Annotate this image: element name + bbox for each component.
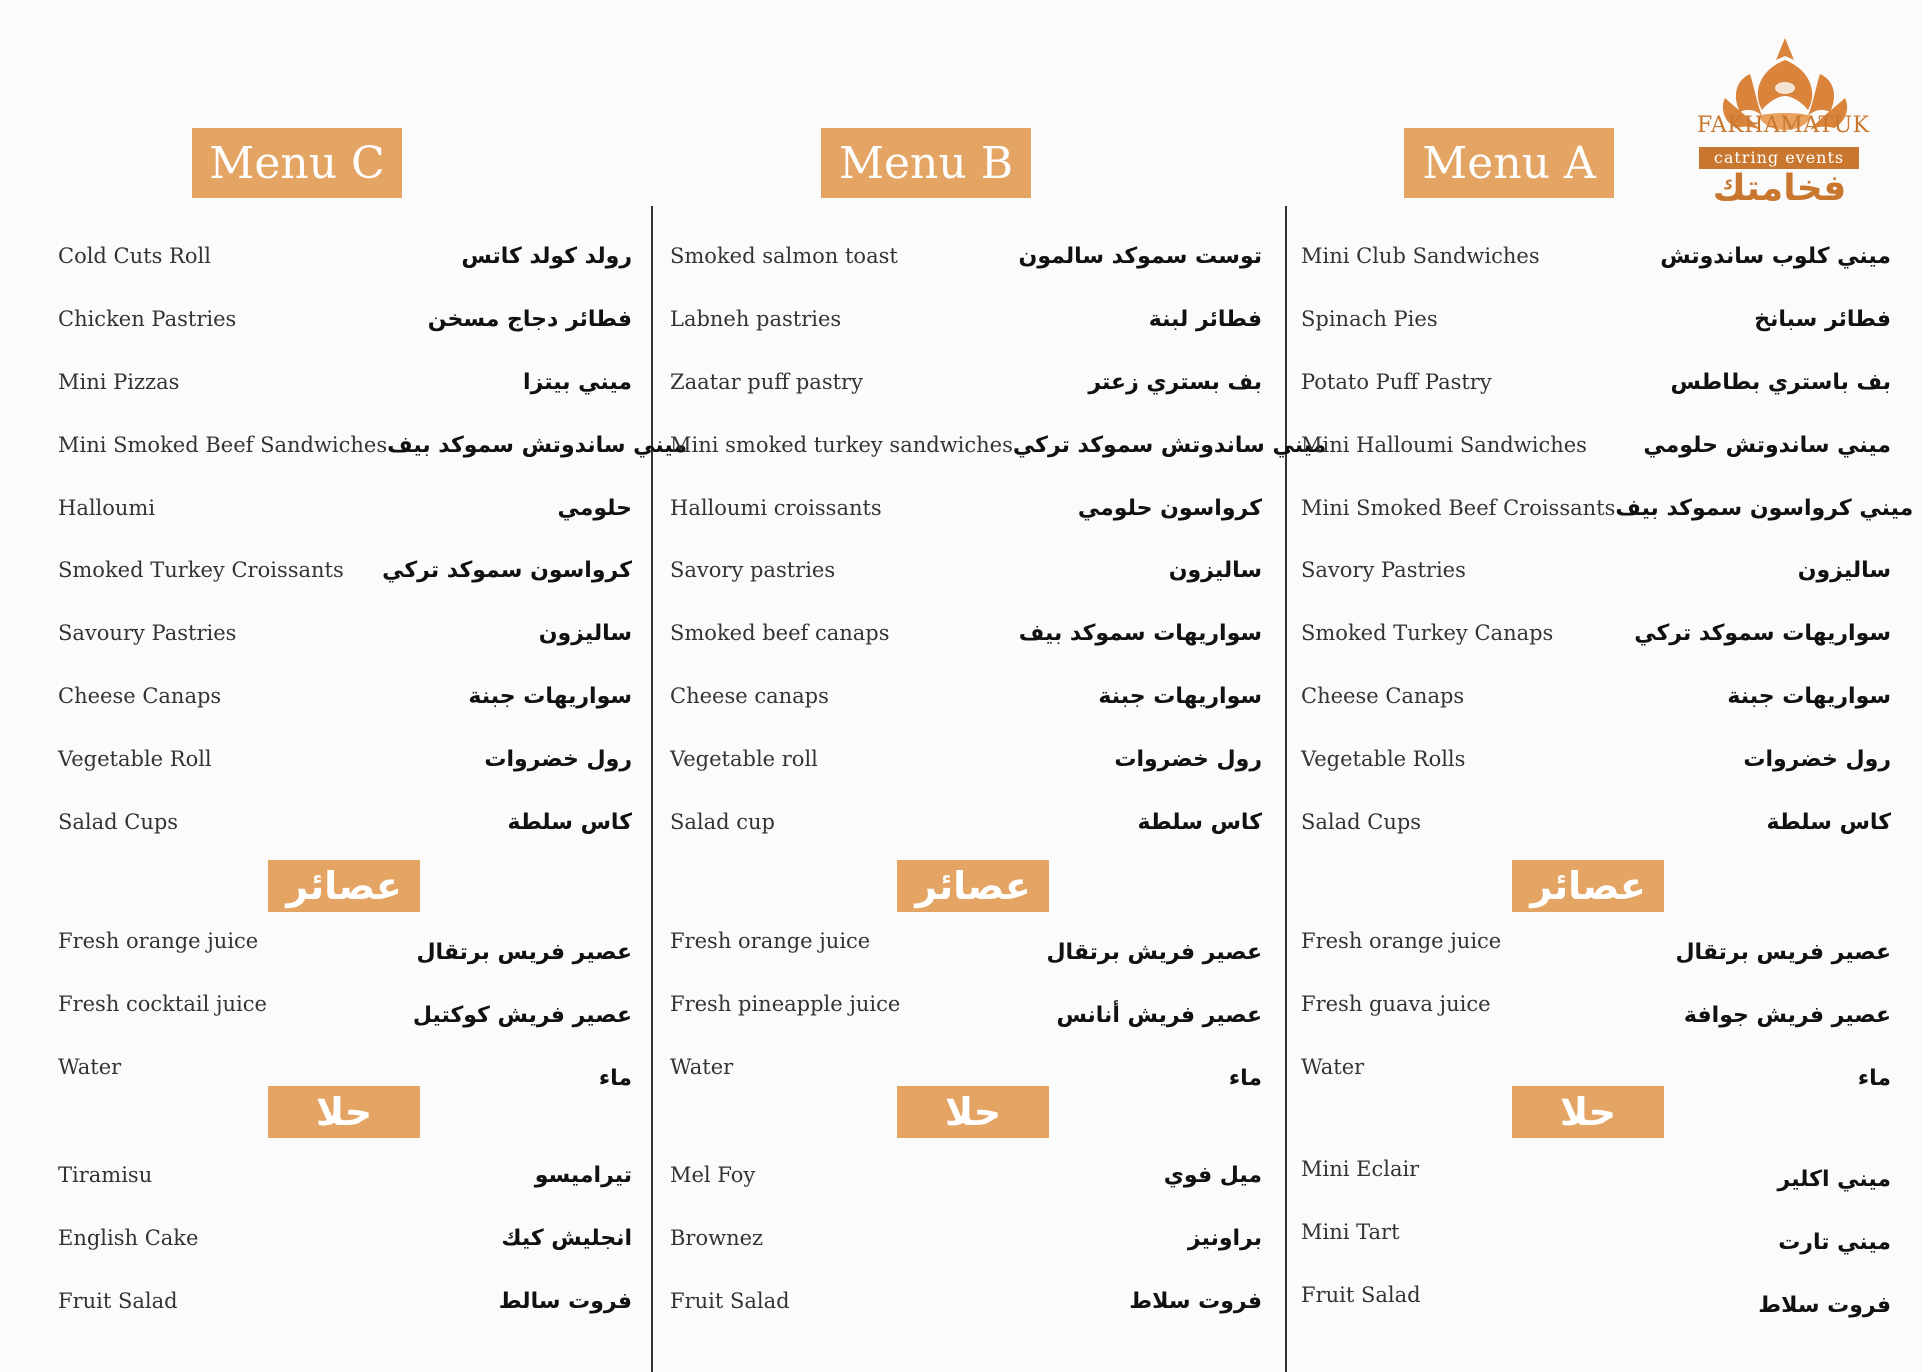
item-name-arabic: فروت سالط	[498, 1288, 632, 1314]
menu-a-items-row	[1301, 425, 1891, 465]
menu-c-items-row	[58, 488, 632, 528]
item-name-arabic: ساليزون	[538, 620, 632, 646]
item-name-english: Savoury Pastries	[58, 621, 237, 645]
menu-a-items-row	[1301, 802, 1891, 842]
item-name-english: Cold Cuts Roll	[58, 244, 211, 268]
item-name-arabic: سواريهات سموكد بيف	[1018, 620, 1262, 646]
menu-b-desserts-heading: حلا	[897, 1086, 1049, 1138]
item-name-english: Salad Cups	[58, 810, 179, 834]
item-name-english: Mini Pizzas	[58, 370, 180, 394]
item-name-arabic: تيراميسو	[534, 1162, 632, 1188]
item-name-arabic: بف بستري زعتر	[1088, 369, 1262, 395]
item-name-arabic: عصير فريش جوافة	[1683, 1002, 1891, 1028]
menu-a-desserts-row	[1301, 1212, 1891, 1255]
item-name-arabic: كرواسون سموكد تركي	[382, 557, 632, 583]
item-name-english: Water	[1301, 1055, 1365, 1079]
item-name-english: Potato Puff Pastry	[1301, 370, 1492, 394]
item-name-english: Brownez	[670, 1226, 764, 1250]
menu-c-juices-row	[58, 921, 632, 965]
item-name-english: Water	[670, 1055, 734, 1079]
menu-b-items-row	[670, 550, 1262, 590]
menu-b-desserts-row	[670, 1281, 1262, 1321]
item-name-english: Fruit Salad	[1301, 1283, 1421, 1307]
menu-c-juices-row	[58, 984, 632, 1028]
item-name-english: Savory pastries	[670, 558, 836, 582]
menu-c-desserts-row	[58, 1218, 632, 1258]
item-name-arabic: سواريهات جبنة	[1098, 683, 1262, 709]
item-name-arabic: رول خضروات	[1114, 746, 1262, 772]
item-name-english: Mini Halloumi Sandwiches	[1301, 433, 1587, 457]
item-name-english: Fresh guava juice	[1301, 992, 1491, 1016]
item-name-arabic: سواريهات جبنة	[1727, 683, 1891, 709]
item-name-english: Mini Smoked Beef Sandwiches	[58, 433, 388, 457]
menu-a-juices-heading: عصائر	[1512, 860, 1664, 912]
item-name-english: Fresh pineapple juice	[670, 992, 901, 1016]
item-name-arabic: ميني ساندوتش سموكد تركي	[1012, 432, 1327, 458]
menu-b-items-row	[670, 613, 1262, 653]
item-name-english: Spinach Pies	[1301, 307, 1438, 331]
item-name-arabic: ميل فوي	[1163, 1162, 1262, 1188]
menu-b-items-row	[670, 236, 1262, 276]
item-name-arabic: بف باستري بطاطس	[1670, 369, 1891, 395]
item-name-english: Smoked beef canaps	[670, 621, 890, 645]
item-name-english: Fresh orange juice	[58, 929, 259, 953]
item-name-english: Vegetable Roll	[58, 747, 212, 771]
item-name-arabic: فروت سلاط	[1129, 1288, 1262, 1314]
menu-a-items-row	[1301, 613, 1891, 653]
item-name-arabic: ساليزون	[1797, 557, 1891, 583]
item-name-english: Vegetable Rolls	[1301, 747, 1466, 771]
item-name-arabic: ميني تارت	[1778, 1229, 1891, 1255]
item-name-english: Tiramisu	[58, 1163, 153, 1187]
item-name-english: Halloumi croissants	[670, 496, 882, 520]
menu-c-desserts-row	[58, 1155, 632, 1195]
menu-c-desserts-row	[58, 1281, 632, 1321]
item-name-english: Mini Smoked Beef Croissants	[1301, 496, 1616, 520]
item-name-english: Chicken Pastries	[58, 307, 237, 331]
item-name-english: Mel Foy	[670, 1163, 756, 1187]
item-name-english: Fresh cocktail juice	[58, 992, 267, 1016]
item-name-english: Mini Eclair	[1301, 1157, 1420, 1181]
item-name-arabic: براونيز	[1187, 1225, 1262, 1251]
menu-a-column	[1287, 0, 1922, 1372]
item-name-arabic: رول خضروات	[484, 746, 632, 772]
brand-name: FAKHAMATUK	[1697, 113, 1870, 138]
menu-a-items-row	[1301, 299, 1891, 339]
item-name-arabic: رول خضروات	[1743, 746, 1891, 772]
menu-a-items-row	[1301, 550, 1891, 590]
item-name-arabic: سواريهات جبنة	[468, 683, 632, 709]
menu-b-column	[653, 0, 1327, 1372]
menu-b-desserts-row	[670, 1155, 1262, 1195]
item-name-arabic: كرواسون حلومي	[1077, 495, 1262, 521]
item-name-arabic: ميني اكلير	[1777, 1166, 1891, 1192]
item-name-english: Smoked salmon toast	[670, 244, 898, 268]
menu-a-items-row	[1301, 362, 1891, 402]
item-name-arabic: كاس سلطة	[1766, 809, 1891, 835]
item-name-english: Salad Cups	[1301, 810, 1422, 834]
item-name-arabic: عصير فريش كوكتيل	[412, 1002, 632, 1028]
item-name-arabic: فطائر سبانخ	[1754, 306, 1891, 332]
menu-b-title: Menu B	[821, 128, 1031, 198]
menu-c-items-row	[58, 613, 632, 653]
item-name-arabic: عصير فريش برتقال	[1046, 939, 1262, 965]
menu-c-items-row	[58, 362, 632, 402]
brand-name-arabic: فخامتك	[1712, 168, 1847, 209]
menu-b-juices-heading: عصائر	[897, 860, 1049, 912]
item-name-arabic: ميني بيتزا	[523, 369, 632, 395]
item-name-arabic: توست سموكد سالمون	[1018, 243, 1262, 269]
menu-c-juices-row	[58, 1047, 632, 1091]
menu-c-items-row	[58, 299, 632, 339]
item-name-english: Cheese canaps	[670, 684, 829, 708]
item-name-arabic: ماء	[1228, 1065, 1262, 1091]
item-name-arabic: ميني ساندوتش سموكد بيف	[387, 432, 687, 458]
menu-a-juices-row	[1301, 921, 1891, 965]
menu-a-juices-row	[1301, 984, 1891, 1028]
menu-c-items-row	[58, 802, 632, 842]
menu-b-items-row	[670, 362, 1262, 402]
item-name-english: Salad cup	[670, 810, 775, 834]
item-name-english: Zaatar puff pastry	[670, 370, 863, 394]
item-name-arabic: انجليش كيك	[501, 1225, 632, 1251]
menu-c-items-row	[58, 676, 632, 716]
item-name-english: Smoked Turkey Canaps	[1301, 621, 1554, 645]
item-name-arabic: كاس سلطة	[507, 809, 632, 835]
item-name-english: Mini Tart	[1301, 1220, 1400, 1244]
menu-a-items-row	[1301, 676, 1891, 716]
item-name-arabic: كاس سلطة	[1137, 809, 1262, 835]
menu-a-title: Menu A	[1404, 128, 1614, 198]
menu-a-items-row	[1301, 236, 1891, 276]
item-name-arabic: عصير فريس برتقال	[416, 939, 632, 965]
item-name-english: Cheese Canaps	[58, 684, 222, 708]
item-name-arabic: عصير فريش أنانس	[1056, 1002, 1262, 1028]
item-name-arabic: فطائر دجاج مسخن	[427, 306, 632, 332]
item-name-arabic: ميني ساندوتش حلومي	[1643, 432, 1891, 458]
menu-b-items-row	[670, 739, 1262, 779]
item-name-arabic: ميني كلوب ساندوتش	[1660, 243, 1891, 269]
item-name-arabic: عصير فريس برتقال	[1675, 939, 1891, 965]
item-name-english: Vegetable roll	[670, 747, 818, 771]
menu-b-items-row	[670, 676, 1262, 716]
menu-c-column	[0, 0, 687, 1372]
item-name-english: Fruit Salad	[670, 1289, 790, 1313]
menu-c-desserts-heading: حلا	[268, 1086, 420, 1138]
item-name-english: English Cake	[58, 1226, 199, 1250]
item-name-english: Labneh pastries	[670, 307, 842, 331]
menu-b-items-row	[670, 802, 1262, 842]
menu-b-juices-row	[670, 984, 1262, 1028]
menu-b-items-row	[670, 488, 1262, 528]
menu-c-items-row	[58, 550, 632, 590]
item-name-arabic: ميني كرواسون سموكد بيف	[1615, 495, 1914, 521]
menu-c-items-row	[58, 739, 632, 779]
item-name-english: Mini Club Sandwiches	[1301, 244, 1540, 268]
menu-b-juices-row	[670, 1047, 1262, 1091]
menu-a-desserts-row	[1301, 1275, 1891, 1318]
item-name-arabic: ماء	[598, 1065, 632, 1091]
menu-c-juices-heading: عصائر	[268, 860, 420, 912]
menu-b-items-row	[670, 425, 1327, 465]
item-name-arabic: فروت سلاط	[1758, 1292, 1891, 1318]
item-name-english: Savory Pastries	[1301, 558, 1466, 582]
menu-a-desserts-heading: حلا	[1512, 1086, 1664, 1138]
item-name-arabic: حلومي	[557, 495, 632, 521]
item-name-english: Fresh orange juice	[670, 929, 871, 953]
item-name-english: Fruit Salad	[58, 1289, 178, 1313]
menu-a-items-row	[1301, 488, 1914, 528]
menu-a-juices-row	[1301, 1047, 1891, 1091]
item-name-english: Halloumi	[58, 496, 156, 520]
item-name-english: Smoked Turkey Croissants	[58, 558, 344, 582]
menu-c-title: Menu C	[192, 128, 402, 198]
item-name-english: Fresh orange juice	[1301, 929, 1502, 953]
menu-c-items-row	[58, 425, 687, 465]
item-name-arabic: فطائر لبنة	[1148, 306, 1262, 332]
item-name-english: Mini smoked turkey sandwiches	[670, 433, 1013, 457]
item-name-arabic: ماء	[1857, 1065, 1891, 1091]
item-name-arabic: ساليزون	[1168, 557, 1262, 583]
menu-b-desserts-row	[670, 1218, 1262, 1258]
menu-b-items-row	[670, 299, 1262, 339]
menu-b-juices-row	[670, 921, 1262, 965]
menu-c-items-row	[58, 236, 632, 276]
item-name-arabic: رولد كولد كاتس	[461, 243, 632, 269]
item-name-english: Cheese Canaps	[1301, 684, 1465, 708]
menu-a-desserts-row	[1301, 1149, 1891, 1192]
menu-a-items-row	[1301, 739, 1891, 779]
item-name-arabic: سواريهات سموكد تركي	[1634, 620, 1891, 646]
item-name-english: Water	[58, 1055, 122, 1079]
brand-tagline: catring events	[1699, 147, 1859, 169]
